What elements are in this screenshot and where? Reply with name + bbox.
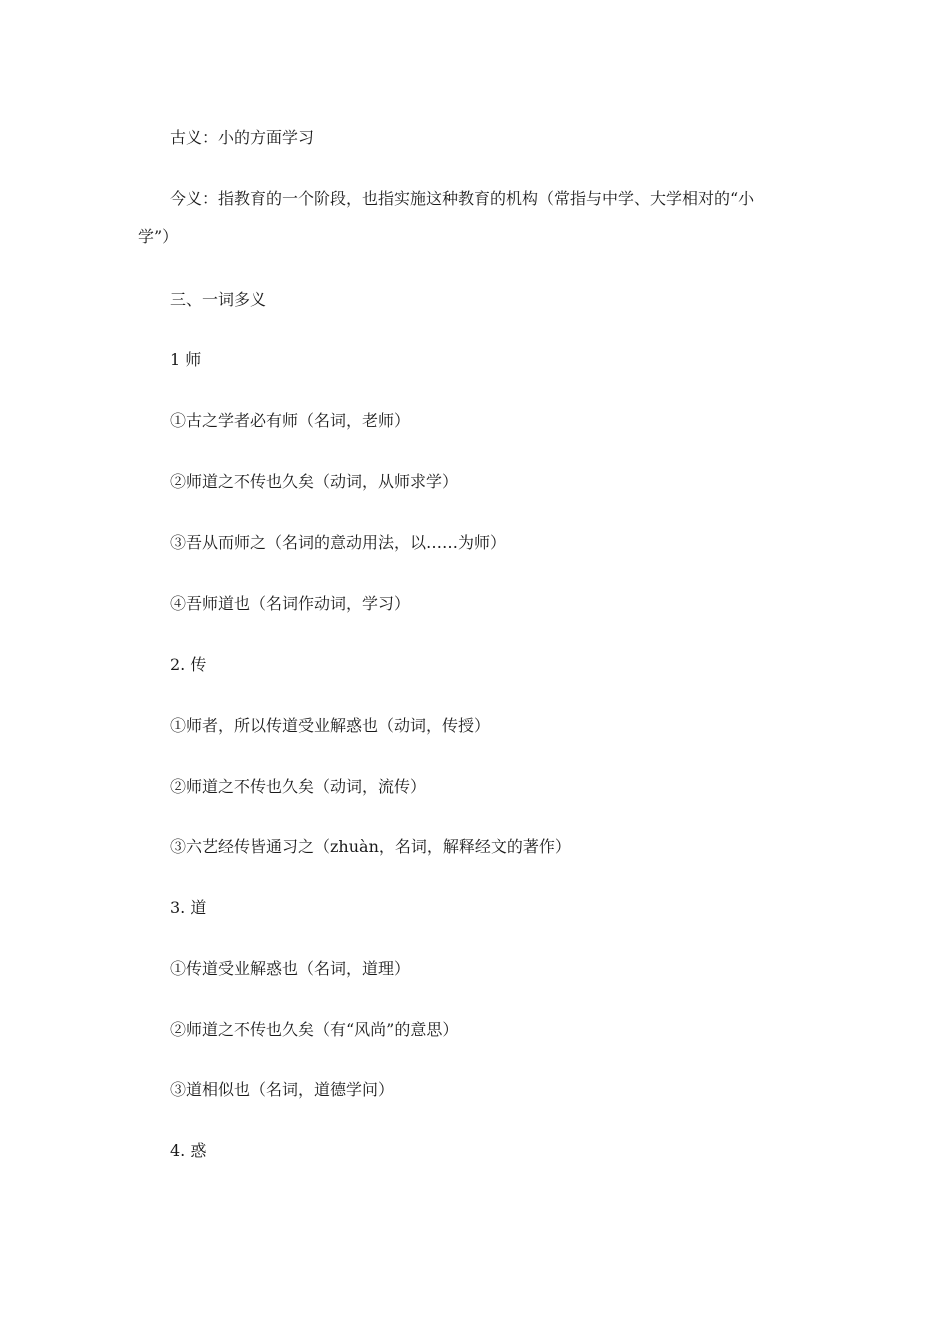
entry-heading-dao: 3. 道 <box>170 898 207 917</box>
entry-item: ③道相似也（名词，道德学问） <box>170 1080 395 1099</box>
jin-yi-continuation: 学”） <box>138 227 179 246</box>
entry-item: ③吾从而师之（名词的意动用法，以……为师） <box>170 533 507 552</box>
entry-item: ①传道受业解惑也（名词，道理） <box>170 959 411 978</box>
entry-item: ①师者，所以传道受业解惑也（动词，传授） <box>170 716 491 735</box>
jin-yi-line: 今义：指教育的一个阶段，也指实施这种教育的机构（常指与中学、大学相对的“小 <box>170 189 755 208</box>
entry-item: ①古之学者必有师（名词，老师） <box>170 411 411 430</box>
entry-item: ③六艺经传皆通习之（zhuàn，名词，解释经文的著作） <box>170 837 571 856</box>
jin-yi-paragraph <box>138 189 818 247</box>
entry-heading-chuan: 2. 传 <box>170 655 207 674</box>
gu-yi-line: 古义：小的方面学习 <box>170 128 315 147</box>
entry-item: ②师道之不传也久矣（有“风尚”的意思） <box>170 1020 459 1039</box>
entry-heading-shi: 1 师 <box>170 350 202 369</box>
section-heading: 三、一词多义 <box>170 290 267 309</box>
entry-item: ②师道之不传也久矣（动词，流传） <box>170 777 427 796</box>
entry-heading-huo: 4. 惑 <box>170 1141 207 1160</box>
entry-item: ④吾师道也（名词作动词，学习） <box>170 594 411 613</box>
entry-item: ②师道之不传也久矣（动词，从师求学） <box>170 472 459 491</box>
